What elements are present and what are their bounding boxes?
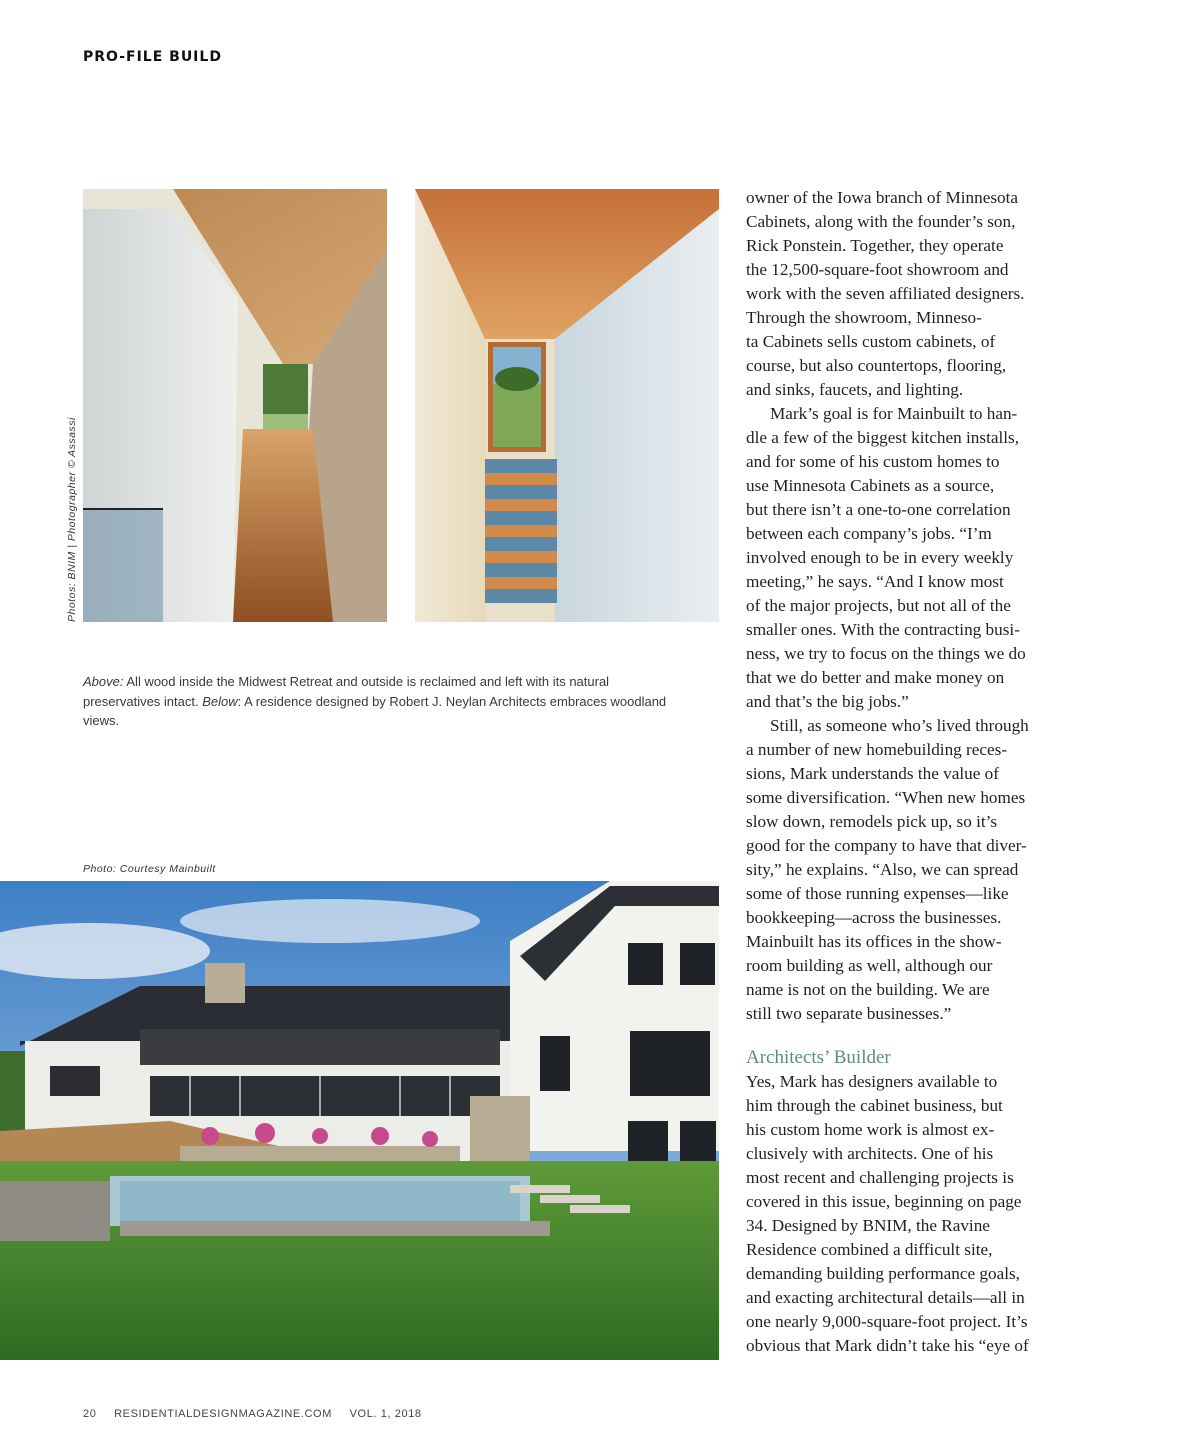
caption-below-label: Below [202, 693, 238, 709]
article-paragraph: Still, as someone who’s lived through a number of new homebuilding reces- sions, Mark understands the value of some diversification. “When new homes slow down, remodels pick up, so it’s good for the company to have that diver- sity,” he explains. “Also, we can spread some of those running expenses—like bookkeeping—across the businesses. Mainbuilt has its offices in the show- room building as well, although our name is not on the building. We are still two separate businesses.” [746, 716, 1029, 1023]
caption-below-text: : A residence designed by Robert J. Neylan Architects embraces woodland views. [83, 693, 667, 728]
hallway-photo [83, 189, 387, 622]
article-subhead: Architects’ Builder [746, 1047, 891, 1068]
page-footer [83, 1408, 436, 1420]
footer-site: RESIDENTIALDESIGNMAGAZINE.COM [114, 1408, 332, 1420]
photo-credit-bottom: Photo: Courtesy Mainbuilt [83, 863, 216, 875]
article-paragraph: Mark’s goal is for Mainbuilt to han- dle a few of the biggest kitchen installs, and for some of his custom homes to use Minnesota Cabinets as a source, but there isn’t a one-to-one correlation between each company’s jobs. “I’m involved enough to be in every weekly meeting,” he says. “And I know most of the major projects, but not all of the smaller ones. With the contracting busi- ness, we try to focus on the things we do that we do better and make money on and that’s the big jobs.” [746, 404, 1026, 711]
photo-credit-vertical: Photos: BNIM | Photographer © Assassi [66, 417, 78, 622]
caption-above-label: Above: [83, 674, 124, 689]
house-photo [0, 881, 719, 1360]
staircase-photo [415, 189, 719, 622]
footer-issue: VOL. 1, 2018 [349, 1408, 422, 1420]
article-paragraph: Yes, Mark has designers available to him through the cabinet business, but his custom home work is almost ex- clusively with architects. One of his most recent and challenging projects is covered in this issue, beginning on page 34. Designed by BNIM, the Ravine Residence combined a difficult site, demanding building performance goals, and exacting architectural details—all in one nearly 9,000-square-foot project. It’s obvious that Mark didn’t take his “eye of [746, 1072, 1029, 1355]
article-body [746, 186, 1058, 1358]
caption-above-text: All wood inside the Midwest Retreat and outside is reclaimed and left with its natural preservatives intact. [83, 674, 610, 709]
page-number: 20 [83, 1408, 97, 1420]
section-label: PRO-FILE BUILD [83, 49, 222, 65]
photo-caption [83, 672, 673, 731]
article-paragraph: owner of the Iowa branch of Minnesota Cabinets, along with the founder’s son, Rick Ponstein. Together, they operate the 12,500-square-foot showroom and work with the seven affiliated designers. Through the showroom, Minneso- ta Cabinets sells custom cabinets, of course, but also countertops, flooring, and sinks, faucets, and lighting. [746, 188, 1025, 399]
